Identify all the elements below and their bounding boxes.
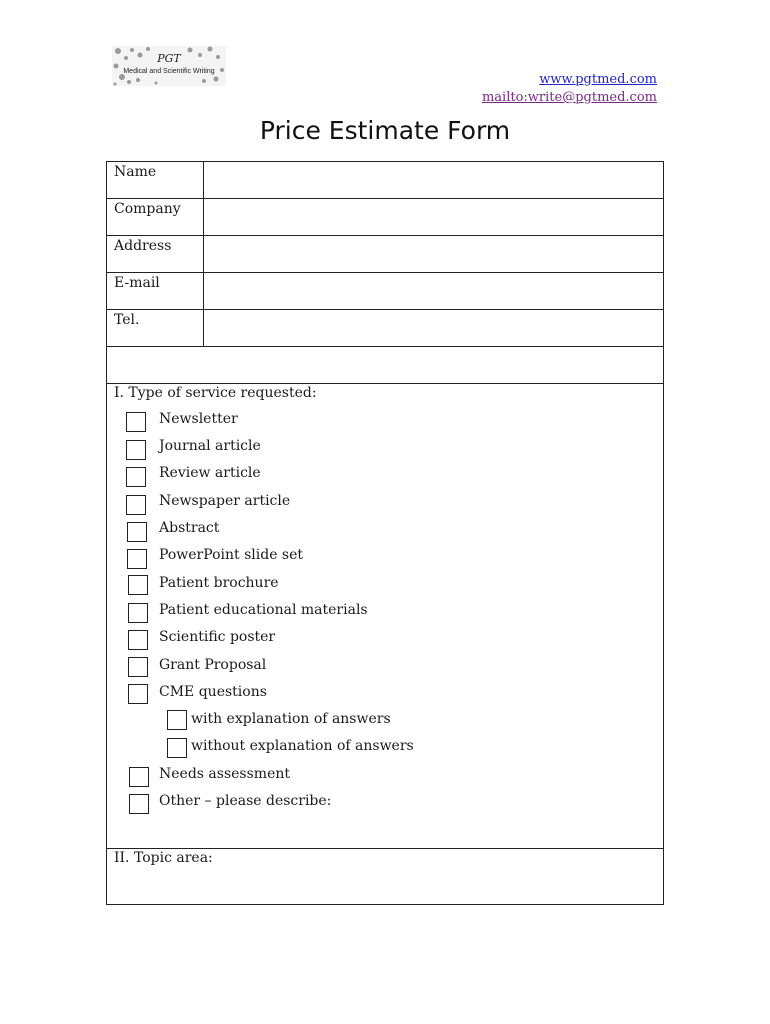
email-field[interactable] xyxy=(204,273,663,309)
checkbox[interactable] xyxy=(167,738,187,758)
section-heading: II. Topic area: xyxy=(114,850,213,866)
form-row-tel xyxy=(107,310,663,347)
checkbox[interactable] xyxy=(128,575,148,595)
option-label: Grant Proposal xyxy=(159,657,267,673)
section-heading: I. Type of service requested: xyxy=(114,385,317,401)
field-label: Tel. xyxy=(107,310,204,346)
form-row-name xyxy=(107,162,663,199)
checkbox[interactable] xyxy=(126,412,146,432)
form-row-company xyxy=(107,199,663,236)
field-label: Address xyxy=(107,236,204,272)
address-field[interactable] xyxy=(204,236,663,272)
tel-field[interactable] xyxy=(204,310,663,346)
estimate-form xyxy=(106,161,664,905)
field-label: Name xyxy=(107,162,204,198)
option-label: Newspaper article xyxy=(159,493,291,509)
company-logo xyxy=(112,46,226,86)
website-link[interactable]: www.pgtmed.com xyxy=(539,72,657,87)
option-label: Patient educational materials xyxy=(159,602,368,618)
checkbox[interactable] xyxy=(128,657,148,677)
option-label: with explanation of answers xyxy=(191,711,391,727)
form-row-address xyxy=(107,236,663,273)
option-label: PowerPoint slide set xyxy=(159,547,304,563)
email-link[interactable]: mailto:write@pgtmed.com xyxy=(481,90,657,105)
header-links xyxy=(482,71,657,107)
checkbox[interactable] xyxy=(126,495,146,515)
option-label: Review article xyxy=(159,465,261,481)
option-label: Other – please describe: xyxy=(159,793,332,809)
checkbox[interactable] xyxy=(127,549,147,569)
option-label: Journal article xyxy=(159,438,261,454)
option-label: Abstract xyxy=(159,520,220,536)
option-label: Newsletter xyxy=(159,411,238,427)
page-title: Price Estimate Form xyxy=(259,116,511,145)
field-label: E-mail xyxy=(107,273,204,309)
logo-subtitle: Medical and Scientific Writing xyxy=(123,68,215,75)
option-label: Patient brochure xyxy=(159,575,279,591)
checkbox[interactable] xyxy=(167,710,187,730)
field-label: Company xyxy=(107,199,204,235)
checkbox[interactable] xyxy=(128,684,148,704)
topic-section[interactable] xyxy=(107,849,663,904)
option-label: CME questions xyxy=(159,684,267,700)
company-field[interactable] xyxy=(204,199,663,235)
spacer-row xyxy=(107,347,663,384)
checkbox[interactable] xyxy=(129,767,149,787)
checkbox[interactable] xyxy=(129,794,149,814)
option-label: Needs assessment xyxy=(159,766,290,782)
checkbox[interactable] xyxy=(127,522,147,542)
name-field[interactable] xyxy=(204,162,663,198)
form-row-email xyxy=(107,273,663,310)
checkbox[interactable] xyxy=(128,630,148,650)
logo-text: PGT xyxy=(157,52,181,65)
option-label: without explanation of answers xyxy=(191,738,414,754)
option-label: Scientific poster xyxy=(159,629,276,645)
services-section xyxy=(107,384,663,849)
checkbox[interactable] xyxy=(126,440,146,460)
checkbox[interactable] xyxy=(128,603,148,623)
checkbox[interactable] xyxy=(126,467,146,487)
